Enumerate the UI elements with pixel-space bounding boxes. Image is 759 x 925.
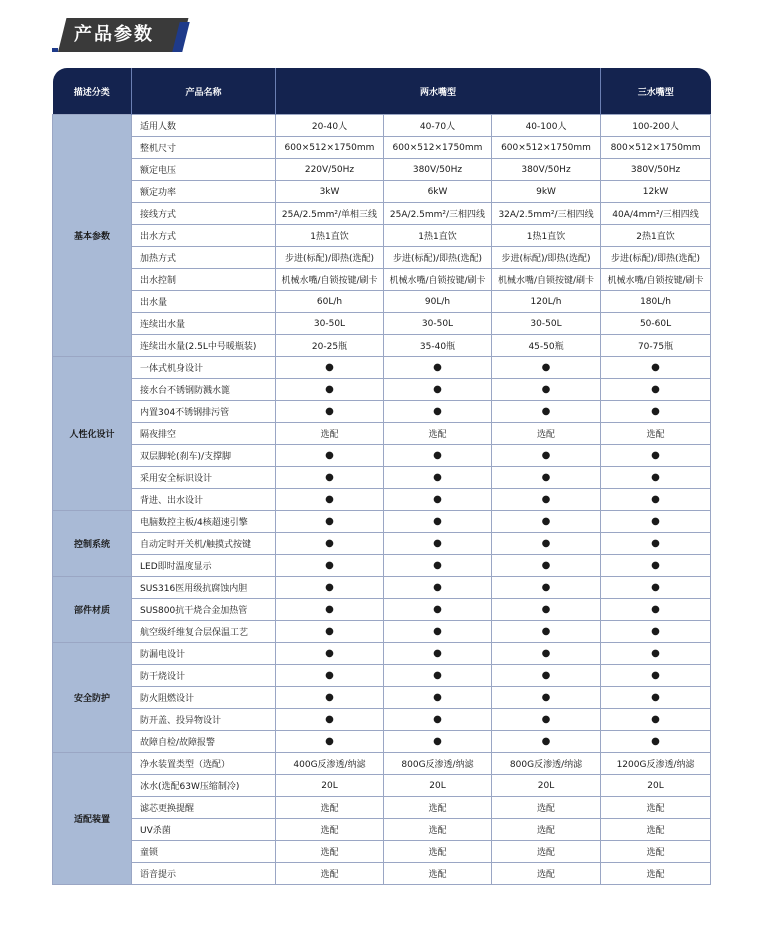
spec-name-cell: 防开盖、投异物设计: [132, 709, 276, 731]
spec-value-cell: ●: [384, 643, 492, 665]
spec-value-cell: 30-50L: [276, 313, 384, 335]
spec-value-cell: ●: [384, 621, 492, 643]
spec-value-cell: 选配: [384, 423, 492, 445]
spec-value-cell: ●: [276, 401, 384, 423]
category-cell: 适配装置: [53, 753, 132, 885]
spec-value-cell: 2热1直饮: [601, 225, 711, 247]
spec-value-cell: ●: [601, 731, 711, 753]
spec-value-cell: 选配: [492, 423, 601, 445]
spec-table: [52, 68, 711, 885]
table-row: [53, 203, 711, 225]
spec-value-cell: 20-25瓶: [276, 335, 384, 357]
table-row: [53, 665, 711, 687]
spec-value-cell: 选配: [276, 797, 384, 819]
spec-value-cell: 机械水嘴/自锁按键/刷卡: [384, 269, 492, 291]
table-row: [53, 115, 711, 137]
spec-value-cell: 步进(标配)/即热(选配): [276, 247, 384, 269]
spec-value-cell: 35-40瓶: [384, 335, 492, 357]
spec-value-cell: ●: [276, 687, 384, 709]
spec-value-cell: 选配: [601, 423, 711, 445]
table-row: [53, 841, 711, 863]
spec-value-cell: 选配: [601, 841, 711, 863]
spec-value-cell: 选配: [492, 841, 601, 863]
spec-value-cell: 30-50L: [384, 313, 492, 335]
spec-value-cell: 20L: [384, 775, 492, 797]
spec-value-cell: ●: [492, 665, 601, 687]
table-row: [53, 159, 711, 181]
category-cell: 人性化设计: [53, 357, 132, 511]
spec-value-cell: ●: [384, 533, 492, 555]
table-row: [53, 445, 711, 467]
spec-name-cell: 自动定时开关机/触摸式按键: [132, 533, 276, 555]
spec-value-cell: ●: [276, 621, 384, 643]
spec-name-cell: 净水装置类型（选配）: [132, 753, 276, 775]
spec-value-cell: 45-50瓶: [492, 335, 601, 357]
spec-value-cell: 选配: [492, 819, 601, 841]
spec-name-cell: 电脑数控主板/4核超速引擎: [132, 511, 276, 533]
spec-value-cell: ●: [601, 555, 711, 577]
spec-value-cell: ●: [601, 401, 711, 423]
category-cell: 部件材质: [53, 577, 132, 643]
spec-value-cell: 步进(标配)/即热(选配): [601, 247, 711, 269]
spec-value-cell: ●: [492, 687, 601, 709]
spec-value-cell: 20L: [601, 775, 711, 797]
spec-name-cell: 额定功率: [132, 181, 276, 203]
spec-value-cell: ●: [601, 709, 711, 731]
spec-value-cell: ●: [384, 555, 492, 577]
table-row: [53, 291, 711, 313]
spec-value-cell: ●: [492, 643, 601, 665]
spec-value-cell: ●: [492, 555, 601, 577]
spec-value-cell: 380V/50Hz: [384, 159, 492, 181]
spec-value-cell: ●: [276, 665, 384, 687]
spec-name-cell: 隔夜排空: [132, 423, 276, 445]
spec-name-cell: 内置304不锈钢排污管: [132, 401, 276, 423]
spec-value-cell: ●: [384, 401, 492, 423]
spec-value-cell: ●: [276, 357, 384, 379]
spec-value-cell: 32A/2.5mm²/三相四线: [492, 203, 601, 225]
spec-value-cell: ●: [492, 489, 601, 511]
spec-value-cell: 800G反渗透/纳滤: [492, 753, 601, 775]
spec-value-cell: 800×512×1750mm: [601, 137, 711, 159]
spec-value-cell: ●: [276, 555, 384, 577]
spec-value-cell: ●: [276, 709, 384, 731]
spec-value-cell: 1热1直饮: [276, 225, 384, 247]
spec-name-cell: 童锁: [132, 841, 276, 863]
header-two-nozzle: 两水嘴型: [276, 68, 601, 115]
table-row: [53, 225, 711, 247]
spec-value-cell: 30-50L: [492, 313, 601, 335]
spec-value-cell: 选配: [276, 841, 384, 863]
spec-value-cell: 步进(标配)/即热(选配): [384, 247, 492, 269]
spec-name-cell: 整机尺寸: [132, 137, 276, 159]
table-row: [53, 687, 711, 709]
spec-name-cell: 航空级纤维复合层保温工艺: [132, 621, 276, 643]
header-three-nozzle: 三水嘴型: [601, 68, 711, 115]
spec-name-cell: 出水方式: [132, 225, 276, 247]
spec-value-cell: ●: [384, 577, 492, 599]
page-title: 产品参数: [74, 24, 154, 45]
spec-value-cell: ●: [601, 577, 711, 599]
spec-value-cell: ●: [601, 665, 711, 687]
spec-value-cell: ●: [601, 599, 711, 621]
spec-value-cell: 机械水嘴/自锁按键/刷卡: [492, 269, 601, 291]
spec-name-cell: 适用人数: [132, 115, 276, 137]
spec-value-cell: ●: [492, 577, 601, 599]
spec-value-cell: 选配: [384, 863, 492, 885]
spec-value-cell: 选配: [601, 863, 711, 885]
table-row: [53, 775, 711, 797]
spec-name-cell: 防火阻燃设计: [132, 687, 276, 709]
table-row: [53, 181, 711, 203]
spec-value-cell: 选配: [601, 819, 711, 841]
spec-name-cell: 连续出水量: [132, 313, 276, 335]
spec-value-cell: ●: [384, 357, 492, 379]
spec-value-cell: ●: [276, 643, 384, 665]
spec-value-cell: 380V/50Hz: [601, 159, 711, 181]
spec-value-cell: ●: [601, 467, 711, 489]
spec-value-cell: ●: [601, 489, 711, 511]
category-cell: 基本参数: [53, 115, 132, 357]
spec-name-cell: 背进、出水设计: [132, 489, 276, 511]
spec-value-cell: 3kW: [276, 181, 384, 203]
spec-value-cell: ●: [601, 379, 711, 401]
spec-value-cell: ●: [601, 687, 711, 709]
spec-value-cell: ●: [384, 489, 492, 511]
spec-value-cell: ●: [276, 445, 384, 467]
spec-value-cell: ●: [384, 445, 492, 467]
table-row: [53, 863, 711, 885]
table-row: [53, 467, 711, 489]
spec-value-cell: ●: [384, 709, 492, 731]
spec-value-cell: 机械水嘴/自锁按键/刷卡: [601, 269, 711, 291]
spec-value-cell: 600×512×1750mm: [384, 137, 492, 159]
spec-value-cell: ●: [384, 599, 492, 621]
spec-value-cell: 选配: [492, 797, 601, 819]
spec-name-cell: 出水量: [132, 291, 276, 313]
table-row: [53, 797, 711, 819]
spec-table-container: [52, 68, 710, 885]
table-row: [53, 269, 711, 291]
spec-value-cell: ●: [601, 357, 711, 379]
table-header-row: [53, 68, 711, 115]
spec-value-cell: ●: [276, 379, 384, 401]
table-row: [53, 335, 711, 357]
spec-value-cell: ●: [276, 533, 384, 555]
spec-value-cell: 20L: [492, 775, 601, 797]
table-row: [53, 709, 711, 731]
spec-value-cell: ●: [492, 379, 601, 401]
spec-value-cell: 选配: [384, 819, 492, 841]
spec-value-cell: 1200G反渗透/纳滤: [601, 753, 711, 775]
spec-value-cell: 选配: [384, 797, 492, 819]
table-row: [53, 731, 711, 753]
category-cell: 安全防护: [53, 643, 132, 753]
table-row: [53, 247, 711, 269]
spec-value-cell: 70-75瓶: [601, 335, 711, 357]
spec-value-cell: 选配: [384, 841, 492, 863]
spec-value-cell: ●: [492, 621, 601, 643]
spec-value-cell: 25A/2.5mm²/三相四线: [384, 203, 492, 225]
table-row: [53, 423, 711, 445]
spec-name-cell: 加热方式: [132, 247, 276, 269]
spec-value-cell: 60L/h: [276, 291, 384, 313]
spec-value-cell: 步进(标配)/即热(选配): [492, 247, 601, 269]
table-row: [53, 599, 711, 621]
spec-name-cell: 故障自检/故障报警: [132, 731, 276, 753]
spec-value-cell: ●: [276, 489, 384, 511]
table-row: [53, 511, 711, 533]
spec-value-cell: ●: [601, 621, 711, 643]
spec-name-cell: 语音提示: [132, 863, 276, 885]
spec-value-cell: ●: [601, 511, 711, 533]
table-row: [53, 621, 711, 643]
header-product-name: 产品名称: [132, 68, 276, 115]
spec-value-cell: ●: [276, 511, 384, 533]
spec-name-cell: 一体式机身设计: [132, 357, 276, 379]
spec-name-cell: SUS316医用级抗腐蚀内胆: [132, 577, 276, 599]
spec-value-cell: ●: [492, 731, 601, 753]
spec-value-cell: ●: [601, 643, 711, 665]
table-row: [53, 489, 711, 511]
spec-name-cell: 连续出水量(2.5L中号暖瓶装): [132, 335, 276, 357]
spec-value-cell: 选配: [601, 797, 711, 819]
table-row: [53, 313, 711, 335]
spec-value-cell: 180L/h: [601, 291, 711, 313]
spec-name-cell: 防漏电设计: [132, 643, 276, 665]
spec-value-cell: 40-70人: [384, 115, 492, 137]
spec-value-cell: ●: [492, 445, 601, 467]
spec-value-cell: 800G反渗透/纳滤: [384, 753, 492, 775]
spec-value-cell: 9kW: [492, 181, 601, 203]
spec-value-cell: 25A/2.5mm²/单相三线: [276, 203, 384, 225]
category-cell: 控制系统: [53, 511, 132, 577]
spec-value-cell: 12kW: [601, 181, 711, 203]
spec-value-cell: ●: [276, 467, 384, 489]
spec-value-cell: 100-200人: [601, 115, 711, 137]
spec-name-cell: 采用安全标识设计: [132, 467, 276, 489]
spec-value-cell: ●: [492, 533, 601, 555]
spec-name-cell: 接水台不锈钢防溅水篦: [132, 379, 276, 401]
header-category: 描述分类: [53, 68, 132, 115]
table-row: [53, 137, 711, 159]
spec-value-cell: ●: [601, 445, 711, 467]
spec-value-cell: ●: [384, 665, 492, 687]
spec-name-cell: 额定电压: [132, 159, 276, 181]
spec-value-cell: 机械水嘴/自锁按键/刷卡: [276, 269, 384, 291]
spec-value-cell: 50-60L: [601, 313, 711, 335]
spec-name-cell: 双层脚轮(刹车)/支撑脚: [132, 445, 276, 467]
table-row: [53, 379, 711, 401]
spec-value-cell: 20L: [276, 775, 384, 797]
spec-value-cell: 选配: [276, 819, 384, 841]
spec-value-cell: 600×512×1750mm: [492, 137, 601, 159]
spec-value-cell: 选配: [276, 863, 384, 885]
spec-value-cell: ●: [384, 467, 492, 489]
spec-name-cell: SUS800抗干烧合金加热管: [132, 599, 276, 621]
spec-value-cell: ●: [384, 379, 492, 401]
spec-value-cell: 40-100人: [492, 115, 601, 137]
spec-value-cell: 选配: [276, 423, 384, 445]
spec-value-cell: 600×512×1750mm: [276, 137, 384, 159]
spec-value-cell: ●: [384, 511, 492, 533]
spec-value-cell: ●: [492, 357, 601, 379]
table-row: [53, 643, 711, 665]
spec-value-cell: 120L/h: [492, 291, 601, 313]
spec-name-cell: LED即时温度显示: [132, 555, 276, 577]
spec-value-cell: 选配: [492, 863, 601, 885]
table-row: [53, 401, 711, 423]
spec-value-cell: 40A/4mm²/三相四线: [601, 203, 711, 225]
spec-value-cell: ●: [601, 533, 711, 555]
spec-value-cell: 1热1直饮: [384, 225, 492, 247]
spec-value-cell: 220V/50Hz: [276, 159, 384, 181]
spec-value-cell: ●: [276, 731, 384, 753]
spec-name-cell: 冰水(选配63W压缩制冷): [132, 775, 276, 797]
spec-value-cell: ●: [384, 687, 492, 709]
spec-name-cell: 出水控制: [132, 269, 276, 291]
table-body: [53, 115, 711, 885]
spec-value-cell: ●: [492, 511, 601, 533]
spec-value-cell: 380V/50Hz: [492, 159, 601, 181]
spec-name-cell: UV杀菌: [132, 819, 276, 841]
spec-name-cell: 接线方式: [132, 203, 276, 225]
spec-value-cell: ●: [492, 709, 601, 731]
table-row: [53, 555, 711, 577]
spec-value-cell: ●: [384, 731, 492, 753]
spec-value-cell: ●: [492, 599, 601, 621]
spec-value-cell: 1热1直饮: [492, 225, 601, 247]
table-row: [53, 533, 711, 555]
spec-value-cell: ●: [276, 577, 384, 599]
section-title-banner: [52, 18, 192, 52]
spec-name-cell: 滤芯更换提醒: [132, 797, 276, 819]
spec-value-cell: 6kW: [384, 181, 492, 203]
spec-value-cell: 20-40人: [276, 115, 384, 137]
table-row: [53, 357, 711, 379]
spec-value-cell: ●: [276, 599, 384, 621]
spec-name-cell: 防干烧设计: [132, 665, 276, 687]
table-row: [53, 753, 711, 775]
table-row: [53, 819, 711, 841]
spec-value-cell: ●: [492, 467, 601, 489]
table-row: [53, 577, 711, 599]
spec-value-cell: 400G反渗透/纳滤: [276, 753, 384, 775]
spec-value-cell: 90L/h: [384, 291, 492, 313]
spec-value-cell: ●: [492, 401, 601, 423]
